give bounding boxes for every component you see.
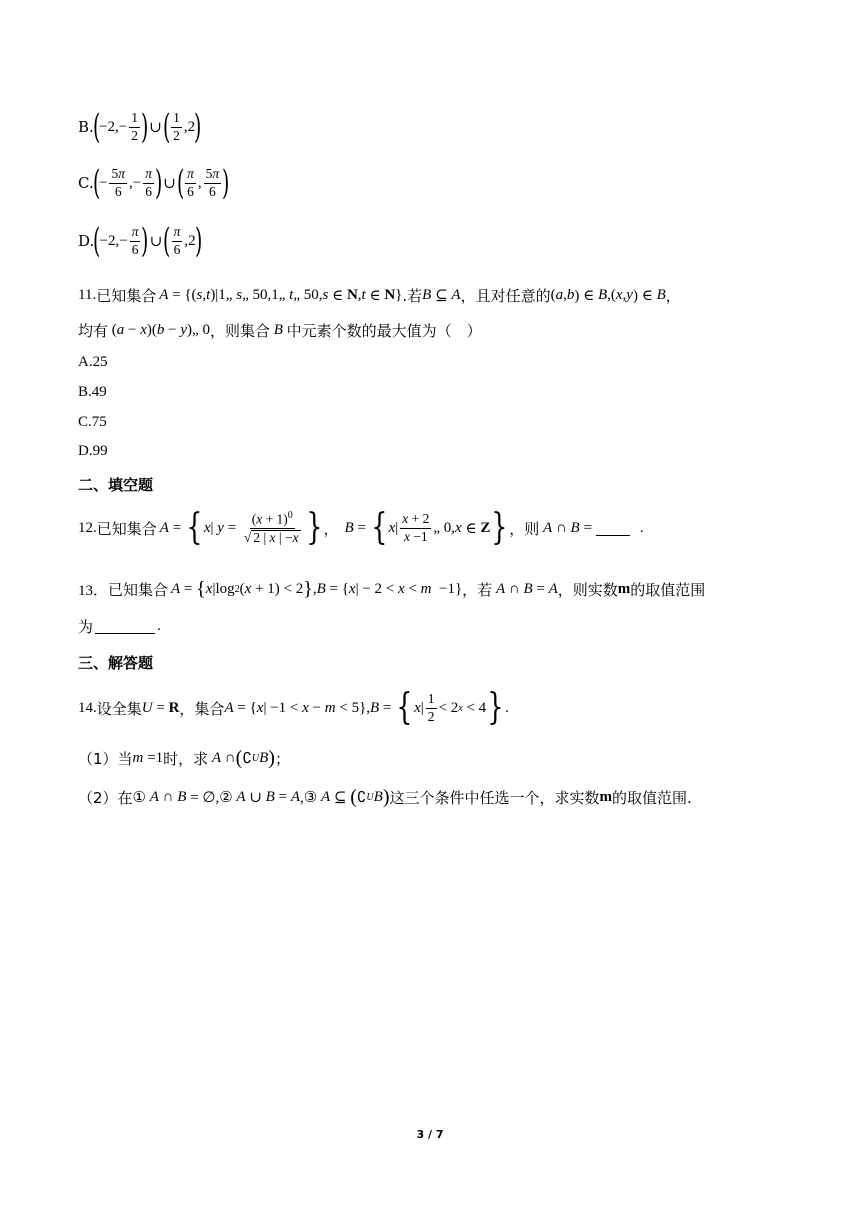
page-number: 3 / 7 [416, 1128, 444, 1141]
option-d-label: D. [78, 232, 95, 250]
option-b: B. ( −2,− $\frac{1}{2}$ ) ∪ ( $\frac{1}{2}$ ,2 ) [78, 107, 202, 147]
question-11-line2: 均有 ( a − x )( b − y )„ 0 ，则集合 B 中元素个数的最大值为（ ） [78, 322, 482, 340]
question-12: 12. 已知集合 A = { x | y = $(x + 1)^0$ √ 2 | x | −x } ， B = { x | $\frac{x + 2}{x -1}$ „ 0, x ∈ Z } ，则 A ∩ B = . [78, 507, 644, 548]
question-text: 的取值范围 [630, 581, 706, 599]
question-text: ，则集合 [209, 322, 270, 340]
question-text: . [157, 618, 161, 634]
question-text: 这三个条件中任选一个，求实数 [389, 789, 600, 807]
question-text: 的取值范围. [612, 789, 692, 807]
question-13: 13． 已知集合 A = { x |log 2 ( x + 1) < 2 } , B = { x | − 2 < x < m −1} ，若 A ∩ B = A ，则实数 m 的取值范围 [78, 578, 706, 600]
option-b: B.49 [78, 384, 107, 400]
question-11: 11. 已知集合 A = {( s , t )|1„ s „ 50,1„ t „ 50, s ∈ N , t ∈ N } .若 B ⊆ A ，且对任意的 ( a , b ) ∈ B ,( x , y ) ∈ B ， [78, 287, 681, 305]
question-text: 设全集 [96, 699, 142, 718]
question-text: （1）当 [78, 750, 133, 768]
answer-blank[interactable] [596, 521, 630, 536]
question-text: ，且对任意的 [460, 287, 551, 305]
question-text: ； [274, 750, 290, 768]
answer-blank[interactable] [95, 619, 155, 634]
question-text: ，集合 [179, 699, 225, 718]
question-text: 已知集合 [96, 519, 157, 538]
question-14-part-1: （1）当 m =1 时，求 A ∩ ( ∁ U B ) ； [78, 747, 290, 769]
question-14-part-2: （2）在 ① A ∩ B = ∅,② A ∪ B = A ,③ A ⊆ ( ∁ U B ) 这三个条件中任选一个，求实数 m 的取值范围. [78, 786, 692, 808]
option-d: D.99 [78, 443, 108, 459]
option-d: D. ( −2,− $\frac{\pi}{6}$ ) ∪ ( $\frac{\pi}{6}$ ,2 ) [78, 221, 202, 261]
question-13-line2 [78, 616, 161, 637]
section-heading: 三、解答题 [78, 654, 154, 672]
question-number: 12. [78, 519, 97, 536]
question-number: 11. [78, 287, 97, 303]
question-text: .若 [402, 287, 423, 305]
question-text: ，若 [462, 581, 493, 599]
option-c: C. ( − $\frac{5\pi}{6}$ ,− $\frac{\pi}{6}$ ) ∪ ( $\frac{\pi}{6}$ , $\frac{5\pi}{6}$ ) [78, 163, 230, 203]
question-text: ，则实数 [557, 581, 618, 599]
question-text: 已知集合 [108, 581, 169, 599]
question-number: 14. [78, 699, 97, 716]
option-c: C.75 [78, 414, 107, 430]
question-text: 已知集合 [96, 287, 157, 305]
question-text: 中元素个数的最大值为（ ） [286, 322, 482, 340]
question-text: ， [323, 519, 339, 538]
question-text: 时，求 [163, 750, 209, 768]
question-number: 13． [78, 583, 109, 599]
question-text: 为 [78, 618, 94, 636]
question-text: ，则 [509, 519, 540, 538]
option-c-label: C. [78, 174, 94, 192]
question-14: 14. 设全集 U = R ，集合 A = { x | −1 < x − m < 5}, B = { x | $\frac{1}{2}$ < 2 x < 4 } . [78, 687, 509, 728]
option-b-label: B. [78, 118, 94, 136]
question-text: . [639, 519, 644, 536]
section-heading: 二、填空题 [78, 476, 154, 494]
question-text: 均有 [78, 322, 109, 340]
option-a: A.25 [78, 354, 108, 370]
question-text: ， [665, 287, 681, 305]
question-text: （2）在 [78, 789, 133, 807]
